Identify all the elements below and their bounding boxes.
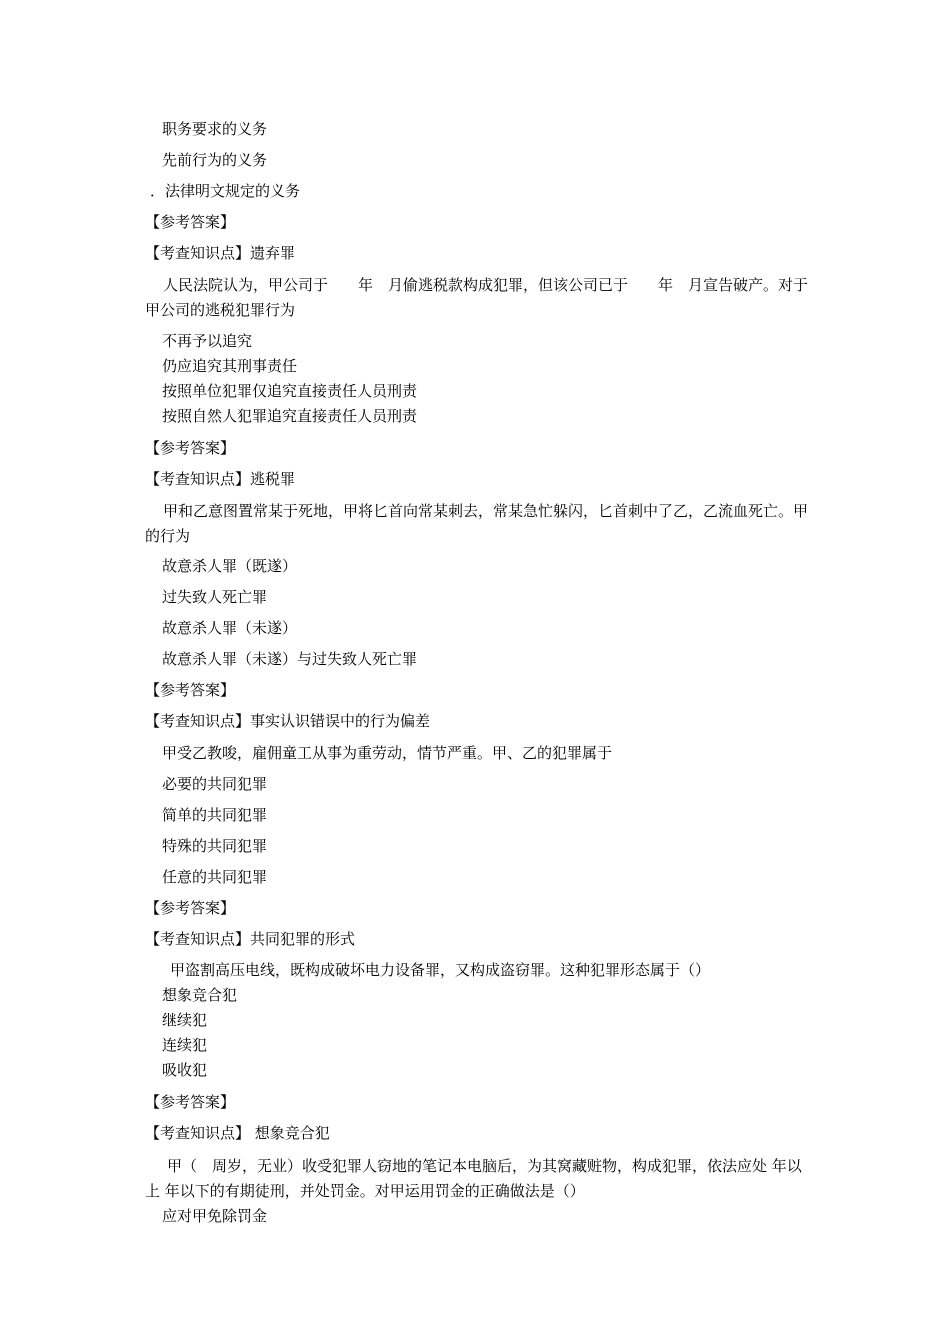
option-text: 故意杀人罪（未遂）: [162, 619, 298, 637]
option-text: 职务要求的义务: [162, 120, 268, 138]
option-text: 不再予以追究: [162, 332, 253, 350]
answer-label: 【参考答案】: [145, 1093, 236, 1111]
knowledge-point: 【考查知识点】事实认识错误中的行为偏差: [145, 712, 431, 730]
knowledge-point: 【考查知识点】逃税罪: [145, 470, 296, 488]
option-text: 连续犯: [162, 1036, 208, 1054]
option-text: 必要的共同犯罪: [162, 775, 268, 793]
option-text: 应对甲免除罚金: [162, 1207, 268, 1225]
answer-label: 【参考答案】: [145, 439, 236, 457]
option-text: 继续犯: [162, 1011, 208, 1029]
option-text: 任意的共同犯罪: [162, 868, 268, 886]
answer-label: 【参考答案】: [145, 899, 236, 917]
option-text: ．法律明文规定的义务: [150, 182, 301, 200]
option-text: 简单的共同犯罪: [162, 806, 268, 824]
knowledge-point: 【考查知识点】 想象竞合犯: [145, 1124, 330, 1142]
answer-label: 【参考答案】: [145, 213, 236, 231]
option-text: 想象竞合犯: [162, 986, 238, 1004]
answer-label: 【参考答案】: [145, 681, 236, 699]
question-stem: 人民法院认为，甲公司于 年 月偷逃税款构成犯罪，但该公司已于 年 月宣告破产。对于甲公司的逃税犯罪行为: [145, 276, 809, 319]
option-text: 故意杀人罪（未遂）与过失致人死亡罪: [162, 650, 418, 668]
option-text: 故意杀人罪（既遂）: [162, 557, 298, 575]
option-text: 仍应追究其刑事责任: [162, 357, 298, 375]
option-text: 先前行为的义务: [162, 151, 268, 169]
option-text: 特殊的共同犯罪: [162, 837, 268, 855]
question-stem: 甲和乙意图置常某于死地，甲将匕首向常某刺去，常某急忙躲闪，匕首刺中了乙，乙流血死亡。甲的行为: [145, 502, 809, 545]
option-text: 吸收犯: [162, 1061, 208, 1079]
knowledge-point: 【考查知识点】共同犯罪的形式: [145, 930, 356, 948]
option-text: 过失致人死亡罪: [162, 588, 268, 606]
question-stem: 甲盗割高压电线，既构成破坏电力设备罪，又构成盗窃罪。这种犯罪形态属于（）: [170, 961, 711, 979]
option-text: 按照自然人犯罪追究直接责任人员刑责: [162, 407, 418, 425]
question-stem: 甲（ 周岁，无业）收受犯罪人窃地的笔记本电脑后，为其窝藏赃物，构成犯罪，依法应处 年以上 年以下的有期徒刑，并处罚金。对甲运用罚金的正确做法是（）: [145, 1157, 802, 1200]
question-stem: 甲受乙教唆，雇佣童工从事为重劳动，情节严重。甲、乙的犯罪属于: [162, 744, 613, 762]
knowledge-point: 【考查知识点】遗弃罪: [145, 244, 296, 262]
option-text: 按照单位犯罪仅追究直接责任人员刑责: [162, 382, 418, 400]
